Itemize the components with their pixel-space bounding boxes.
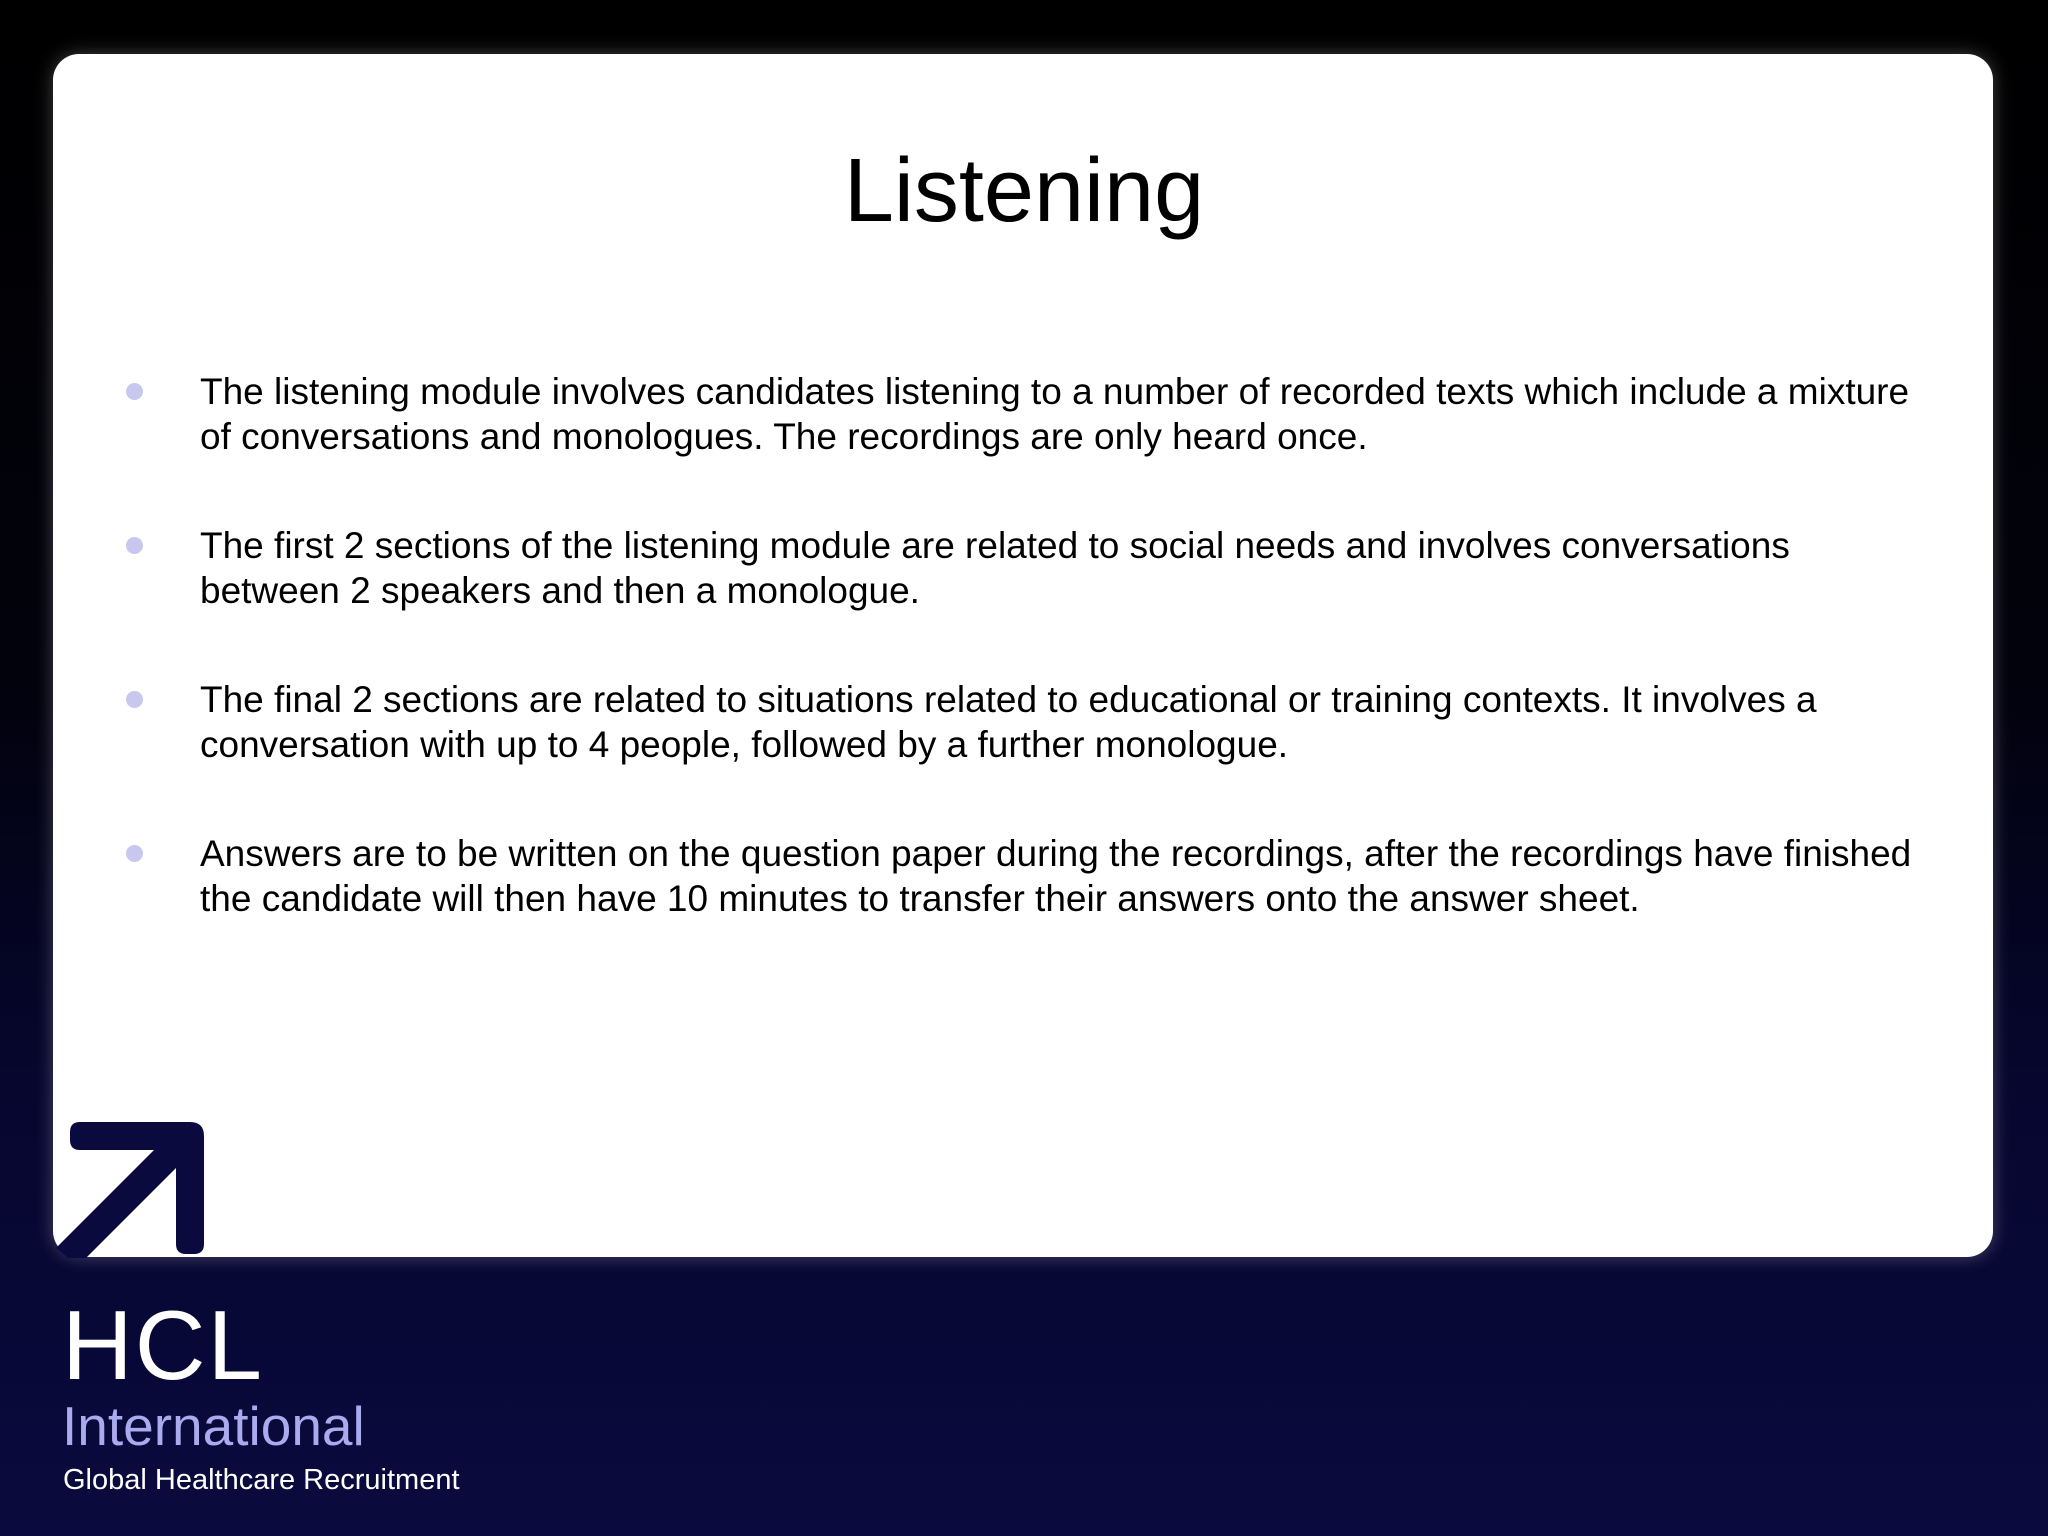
arrow-up-right-icon [50, 1108, 210, 1258]
bullet-dot-icon [126, 691, 143, 708]
bullet-text: Answers are to be written on the question paper during the recordings, after the recordings have finished the candidate will then have 10 minutes to transfer their answers onto the answer sheet. [200, 833, 1912, 919]
logo-hcl-wordmark: HCL [62, 1290, 265, 1400]
bullet-text: The first 2 sections of the listening module are related to social needs and involves conversations between 2 speakers and then a monologue. [200, 525, 1790, 611]
bullet-dot-icon [126, 383, 143, 400]
bullet-text: The listening module involves candidates listening to a number of recorded texts which include a mixture of conversations and monologues. The recordings are only heard once. [200, 371, 1910, 457]
logo-international-text: International [62, 1395, 365, 1457]
logo-tagline: Global Healthcare Recruitment [63, 1464, 460, 1496]
slide-title: Listening [843, 141, 1205, 241]
bullet-dot-icon [126, 845, 143, 862]
bullet-dot-icon [126, 537, 143, 554]
bullet-text: The final 2 sections are related to situations related to educational or training contexts. It involves a conversation with up to 4 people, followed by a further monologue. [200, 679, 1817, 765]
